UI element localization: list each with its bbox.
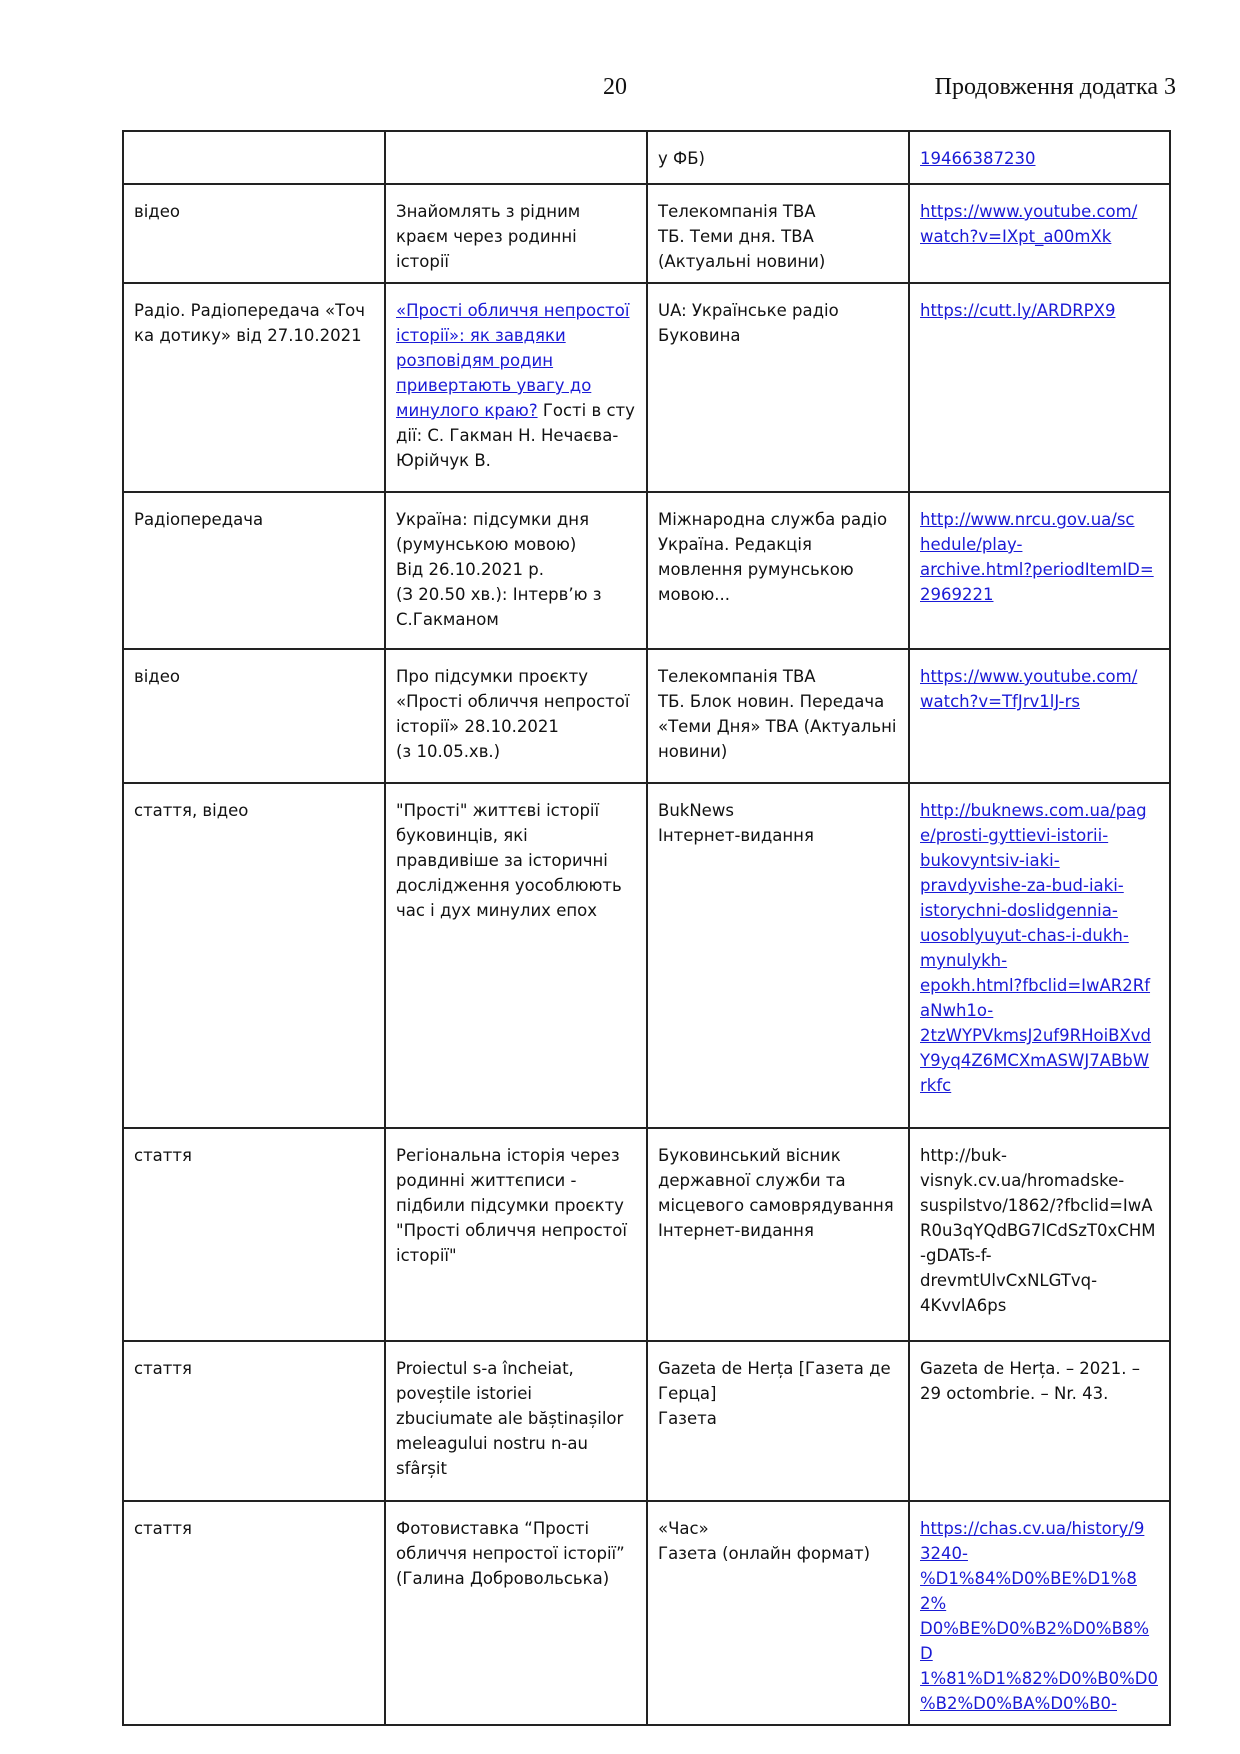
cell-type — [123, 184, 385, 283]
table-row — [123, 492, 1170, 649]
text-line: Від 26.10.2021 р. — [396, 560, 544, 579]
link-line[interactable]: https://chas.cv.ua/history/9 — [920, 1519, 1145, 1538]
text-line: sfârșit — [396, 1459, 447, 1478]
link-line[interactable]: %D1%84%D0%BE%D1%82% — [920, 1569, 1137, 1613]
type-text: Радіопередача — [134, 510, 264, 529]
text-line: правдивіше за історичні — [396, 851, 608, 870]
link-line[interactable]: http://buknews.com.ua/pag — [920, 801, 1147, 820]
text-line: дослідження уособлюють — [396, 876, 622, 895]
cell-url[interactable] — [909, 131, 1170, 184]
text-line: Gazeta de Herța. – 2021. – — [920, 1359, 1141, 1378]
text-line: ТБ. Блок новин. Передача — [658, 692, 885, 711]
table-row — [123, 783, 1170, 1128]
link-line[interactable]: %B2%D0%BA%D0%B0- — [920, 1694, 1117, 1713]
text-line: Газета (онлайн формат) — [658, 1544, 871, 1563]
table-row — [123, 649, 1170, 783]
text-line: (Галина Добровольська) — [396, 1569, 610, 1588]
cell-type — [123, 1128, 385, 1341]
text-line: родинні життєписи - — [396, 1171, 577, 1190]
text-line: обличчя непростої історії” — [396, 1544, 625, 1563]
text-line: Інтернет-видання — [658, 826, 814, 845]
link-line[interactable]: rkfc — [920, 1076, 952, 1095]
text-line: буковинців, які — [396, 826, 528, 845]
text-line: (з 10.05.хв.) — [396, 742, 501, 761]
cell-title — [385, 783, 647, 1128]
text-line: місцевого самоврядування — [658, 1196, 894, 1215]
text-line: -gDATs-f- — [920, 1246, 992, 1265]
text-line: історії» 28.10.2021 — [396, 717, 559, 736]
text-line: Фотовиставка “Прості — [396, 1519, 590, 1538]
link-line[interactable]: 19466387230 — [920, 149, 1036, 168]
cell-type — [123, 131, 385, 184]
text-line: Україна. Редакція — [658, 535, 812, 554]
text-line: (румунською мовою) — [396, 535, 577, 554]
cell-source — [647, 131, 909, 184]
type-text: стаття — [134, 1359, 192, 1378]
text-line: R0u3qYQdBG7lCdSzT0xCHM — [920, 1221, 1156, 1240]
text-line: підбили підсумки проєкту — [396, 1196, 624, 1215]
text-line: Gazeta de Herța [Газета де — [658, 1359, 891, 1378]
text-line: історії" — [396, 1246, 457, 1265]
type-text: Радіо. Радіопередача «Точка дотику» від 27.10.2021 — [134, 301, 365, 345]
text-line: zbuciumate ale băștinașilor — [396, 1409, 624, 1428]
text-line: мовою... — [658, 585, 730, 604]
text-line: meleagului nostru n-au — [396, 1434, 588, 1453]
text-line: Міжнародна служба радіо — [658, 510, 888, 529]
type-text: відео — [134, 667, 180, 686]
text-line: (З 20.50 хв.): Інтерв’ю з — [396, 585, 602, 604]
text-line: у ФБ) — [658, 149, 705, 168]
link-line[interactable]: 2tzWYPVkmsJ2uf9RHoiBXvd — [920, 1026, 1152, 1045]
text-line: "Прості" життєві історії — [396, 801, 600, 820]
cell-title — [385, 1341, 647, 1501]
cell-source — [647, 1341, 909, 1501]
table-row — [123, 283, 1170, 492]
cell-type — [123, 1341, 385, 1501]
link-line[interactable]: 1%81%D1%82%D0%B0%D0 — [920, 1669, 1158, 1688]
text-line: UA: Українське радіо — [658, 301, 839, 320]
link-line[interactable]: 2969221 — [920, 585, 994, 604]
text-line: новини) — [658, 742, 728, 761]
link-line[interactable]: https://www.youtube.com/ — [920, 202, 1138, 221]
link-line[interactable]: pravdyvishe-za-bud-iaki- — [920, 876, 1124, 895]
text-line: «Прості обличчя непростої — [396, 692, 630, 711]
text-line: державної служби та — [658, 1171, 846, 1190]
cell-title — [385, 184, 647, 283]
cell-source — [647, 649, 909, 783]
title-after-text: Гості в студії: С. Гакман Н. Нечаєва-Юрійчук В. — [396, 401, 635, 470]
text-line: час і дух минулих епох — [396, 901, 597, 920]
title-link-line[interactable]: «Прості обличчя непростої — [396, 301, 630, 320]
table-row — [123, 1501, 1170, 1725]
type-text: стаття — [134, 1519, 192, 1538]
cell-type — [123, 649, 385, 783]
cell-url[interactable] — [909, 649, 1170, 783]
media-table-body — [123, 131, 1170, 1725]
table-row — [123, 1341, 1170, 1501]
text-line: BukNews — [658, 801, 734, 820]
text-line: Герца] — [658, 1384, 717, 1403]
text-line: 4KvvlA6ps — [920, 1296, 1007, 1315]
link-line[interactable]: Y9yq4Z6MCXmASWJ7ABbW — [920, 1051, 1150, 1070]
text-line: Знайомлять з рідним — [396, 202, 581, 221]
text-line: історії — [396, 252, 450, 271]
text-line: Телекомпанія ТВА — [658, 202, 816, 221]
text-line: Буковинський вісник — [658, 1146, 841, 1165]
text-line: Про підсумки проєкту — [396, 667, 588, 686]
link-line[interactable]: hedule/play- — [920, 535, 1023, 554]
title-link-line[interactable]: розповідям родин — [396, 351, 554, 370]
link-line[interactable]: uosoblyuyut-chas-i-dukh- — [920, 926, 1129, 945]
cell-source — [647, 1501, 909, 1725]
text-line: Proiectul s-a încheiat, — [396, 1359, 574, 1378]
cell-url — [909, 1341, 1170, 1501]
title-link-line[interactable]: історії»: як завдяки — [396, 326, 566, 345]
cell-source — [647, 492, 909, 649]
cell-source — [647, 1128, 909, 1341]
table-row — [123, 131, 1170, 184]
cell-title — [385, 283, 647, 492]
cell-type — [123, 492, 385, 649]
cell-type — [123, 283, 385, 492]
media-table — [122, 130, 1171, 1726]
text-line: ТБ. Теми дня. ТВА — [658, 227, 814, 246]
cell-url[interactable] — [909, 283, 1170, 492]
link-line[interactable]: https://cutt.ly/ARDRPX9 — [920, 301, 1116, 320]
text-line: 29 octombrie. – Nr. 43. — [920, 1384, 1109, 1403]
text-line: (Актуальні новини) — [658, 252, 826, 271]
text-line: drevmtUlvCxNLGTvq- — [920, 1271, 1098, 1290]
cell-title — [385, 649, 647, 783]
table-row — [123, 1128, 1170, 1341]
text-line: poveștile istoriei — [396, 1384, 532, 1403]
cell-source — [647, 783, 909, 1128]
link-line[interactable]: istorychni-doslidgennia- — [920, 901, 1118, 920]
table-row — [123, 184, 1170, 283]
text-line: Інтернет-видання — [658, 1221, 814, 1240]
cell-url[interactable] — [909, 1501, 1170, 1725]
link-line[interactable]: 3240- — [920, 1544, 968, 1563]
text-line: http://buk- — [920, 1146, 1007, 1165]
type-text: стаття — [134, 1146, 192, 1165]
text-line: suspilstvo/1862/?fbclid=IwA — [920, 1196, 1153, 1215]
link-line[interactable]: e/prosti-gyttievi-istorii- — [920, 826, 1109, 845]
type-text: відео — [134, 202, 180, 221]
text-line: Регіональна історія через — [396, 1146, 620, 1165]
cell-source — [647, 283, 909, 492]
text-line: «Час» — [658, 1519, 709, 1538]
text-line: visnyk.cv.ua/hromadske- — [920, 1171, 1125, 1190]
title-link-line[interactable]: привертають увагу до — [396, 376, 592, 395]
text-line: С.Гакманом — [396, 610, 499, 629]
link-line[interactable]: watch?v=IXpt_a00mXk — [920, 227, 1112, 246]
cell-url[interactable] — [909, 492, 1170, 649]
link-line[interactable]: http://www.nrcu.gov.ua/sc — [920, 510, 1135, 529]
text-line: Газета — [658, 1409, 717, 1428]
text-line: мовлення румунською — [658, 560, 854, 579]
cell-type — [123, 1501, 385, 1725]
link-line[interactable]: watch?v=TfJrv1lJ-rs — [920, 692, 1080, 711]
continuation-label: Продовження додатка 3 — [934, 74, 1176, 100]
cell-title — [385, 1128, 647, 1341]
text-line: краєм через родинні — [396, 227, 577, 246]
cell-source — [647, 184, 909, 283]
link-line[interactable]: mynulykh- — [920, 951, 1008, 970]
text-line: «Теми Дня» ТВА (Актуальні — [658, 717, 897, 736]
link-line[interactable]: epokh.html?fbclid=IwAR2Rf — [920, 976, 1151, 995]
cell-type — [123, 783, 385, 1128]
link-line[interactable]: aNwh1o- — [920, 1001, 994, 1020]
text-line: Україна: підсумки дня — [396, 510, 590, 529]
link-line[interactable]: https://www.youtube.com/ — [920, 667, 1138, 686]
cell-url — [909, 1128, 1170, 1341]
cell-title — [385, 1501, 647, 1725]
text-line: Буковина — [658, 326, 741, 345]
type-text: стаття, відео — [134, 801, 249, 820]
cell-url[interactable] — [909, 783, 1170, 1128]
text-line: "Прості обличчя непростої — [396, 1221, 627, 1240]
cell-title — [385, 492, 647, 649]
cell-url[interactable] — [909, 184, 1170, 283]
link-line[interactable]: bukovyntsiv-iaki- — [920, 851, 1060, 870]
cell-title — [385, 131, 647, 184]
title-link-line[interactable]: минулого краю? — [396, 401, 538, 420]
link-line[interactable]: archive.html?periodItemID= — [920, 560, 1154, 579]
text-line: Телекомпанія ТВА — [658, 667, 816, 686]
link-line[interactable]: D0%BE%D0%B2%D0%B8%D — [920, 1619, 1150, 1663]
page-number: 20 — [603, 74, 627, 100]
